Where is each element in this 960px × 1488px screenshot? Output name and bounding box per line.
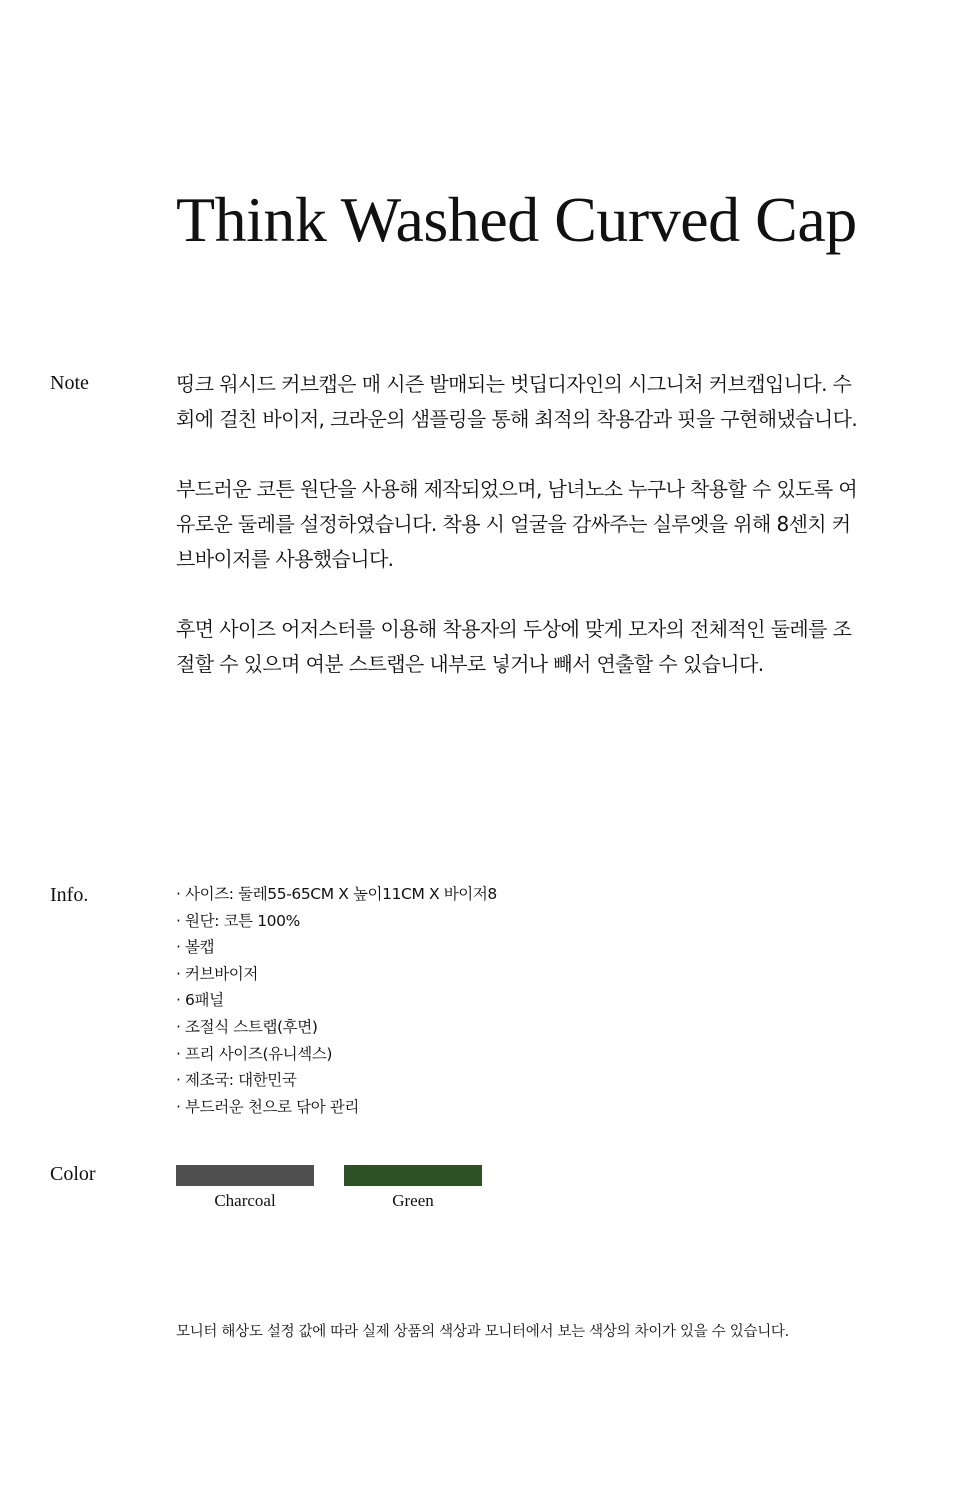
info-item: · 프리 사이즈(유니섹스)	[176, 1044, 333, 1063]
info-item: · 원단: 코튼 100%	[176, 911, 300, 930]
note-body	[176, 367, 866, 717]
info-item: · 커브바이저	[176, 964, 258, 983]
info-list	[176, 881, 497, 1120]
color-option-green	[344, 1165, 482, 1211]
color-option-charcoal	[176, 1165, 314, 1211]
monitor-color-disclaimer: 모니터 해상도 설정 값에 따라 실제 상품의 색상과 모니터에서 보는 색상의 차이가 있을 수 있습니다.	[176, 1324, 789, 1340]
color-swatch-green	[344, 1165, 482, 1186]
info-item: · 사이즈: 둘레55-65CM X 높이11CM X 바이저8	[176, 885, 497, 903]
info-item: · 볼캡	[176, 938, 215, 957]
color-name-charcoal: Charcoal	[214, 1191, 276, 1210]
product-title: Think Washed Curved Cap	[176, 184, 857, 255]
color-label: Color	[50, 1163, 96, 1185]
note-paragraph: 부드러운 코튼 원단을 사용해 제작되었으며, 남녀노소 누구나 착용할 수 있도록 여유로운 둘레를 설정하였습니다. 착용 시 얼굴을 감싸주는 실루엣을 위해 8센치 커브바이저를 사용했습니다.	[176, 477, 858, 571]
color-name-green: Green	[392, 1191, 434, 1210]
info-item: · 조절식 스트랩(후면)	[176, 1017, 318, 1036]
color-swatch-charcoal	[176, 1165, 314, 1186]
note-label: Note	[50, 372, 89, 394]
info-item: · 부드러운 천으로 닦아 관리	[176, 1097, 359, 1116]
note-paragraph: 띵크 워시드 커브캡은 매 시즌 발매되는 벗딥디자인의 시그니처 커브캡입니다. 수 회에 걸친 바이저, 크라운의 샘플링을 통해 최적의 착용감과 핏을 구현해냈습니다.	[176, 372, 858, 431]
info-item: · 6패널	[176, 991, 224, 1010]
info-label: Info.	[50, 884, 89, 906]
info-item: · 제조국: 대한민국	[176, 1071, 297, 1090]
note-paragraph: 후면 사이즈 어저스터를 이용해 착용자의 두상에 맞게 모자의 전체적인 둘레를 조절할 수 있으며 여분 스트랩은 내부로 넣거나 빼서 연출할 수 있습니다.	[176, 617, 852, 676]
